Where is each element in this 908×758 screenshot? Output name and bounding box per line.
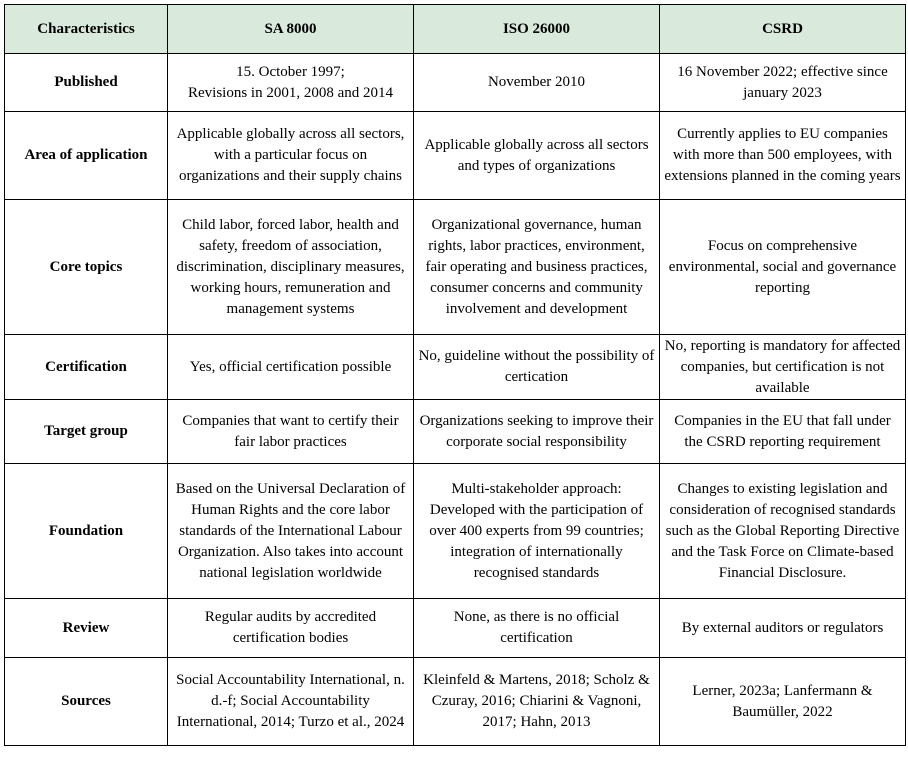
row-label: Core topics — [5, 200, 168, 335]
row-label: Published — [5, 54, 168, 112]
comparison-table — [4, 4, 906, 746]
row-label: Foundation — [5, 464, 168, 599]
table-cell: Currently applies to EU companies with more than 500 employees, with extensions planned in the coming years — [660, 112, 906, 200]
table-row — [5, 112, 906, 200]
table-cell: 16 November 2022; effective since january 2023 — [660, 54, 906, 112]
row-label: Sources — [5, 658, 168, 746]
table-row — [5, 54, 906, 112]
table-cell: Focus on comprehensive environmental, social and governance reporting — [660, 200, 906, 335]
table-cell: Applicable globally across all sectors and types of organizations — [414, 112, 660, 200]
table-cell: Kleinfeld & Martens, 2018; Scholz & Czuray, 2016; Chiarini & Vagnoni, 2017; Hahn, 2013 — [414, 658, 660, 746]
table-cell: Organizations seeking to improve their corporate social responsibility — [414, 400, 660, 464]
header-characteristics: Characteristics — [5, 5, 168, 54]
table-cell: Regular audits by accredited certification bodies — [168, 599, 414, 658]
table-cell: November 2010 — [414, 54, 660, 112]
table-cell — [168, 54, 414, 112]
table-cell: Changes to existing legislation and consideration of recognised standards such as the Global Reporting Directive and the Task Force on Climate-based Financial Disclosure. — [660, 464, 906, 599]
table-cell: Lerner, 2023a; Lanfermann & Baumüller, 2022 — [660, 658, 906, 746]
table-cell: Multi-stakeholder approach: Developed with the participation of over 400 experts from 99 countries; integration of internationally recognised standards — [414, 464, 660, 599]
header-csrd: CSRD — [660, 5, 906, 54]
table-row — [5, 200, 906, 335]
row-label: Review — [5, 599, 168, 658]
table-cell: Child labor, forced labor, health and safety, freedom of association, discrimination, disciplinary measures, working hours, remuneration and management systems — [168, 200, 414, 335]
table-cell: Yes, official certification possible — [168, 335, 414, 400]
table-cell: None, as there is no official certification — [414, 599, 660, 658]
table-cell: By external auditors or regulators — [660, 599, 906, 658]
table-cell: Companies in the EU that fall under the CSRD reporting requirement — [660, 400, 906, 464]
row-label: Certification — [5, 335, 168, 400]
table-cell: Social Accountability International, n. d.-f; Social Accountability International, 2014; Turzo et al., 2024 — [168, 658, 414, 746]
table-row — [5, 658, 906, 746]
table-row — [5, 335, 906, 400]
table-row — [5, 400, 906, 464]
table-cell: Companies that want to certify their fair labor practices — [168, 400, 414, 464]
table-row — [5, 599, 906, 658]
cell-text: 15. October 1997; Revisions in 2001, 2008 and 2014 — [188, 63, 393, 101]
table-cell: Organizational governance, human rights, labor practices, environment, fair operating and business practices, consumer concerns and community involvement and development — [414, 200, 660, 335]
table-cell: No, reporting is mandatory for affected companies, but certification is not available — [660, 335, 906, 400]
table-cell: Based on the Universal Declaration of Human Rights and the core labor standards of the International Labour Organization. Also takes into account national legislation worldwide — [168, 464, 414, 599]
table-row — [5, 464, 906, 599]
header-iso26000: ISO 26000 — [414, 5, 660, 54]
header-sa8000: SA 8000 — [168, 5, 414, 54]
row-label: Target group — [5, 400, 168, 464]
row-label: Area of application — [5, 112, 168, 200]
header-row — [5, 5, 906, 54]
table-cell: No, guideline without the possibility of certication — [414, 335, 660, 400]
table-cell: Applicable globally across all sectors, with a particular focus on organizations and their supply chains — [168, 112, 414, 200]
